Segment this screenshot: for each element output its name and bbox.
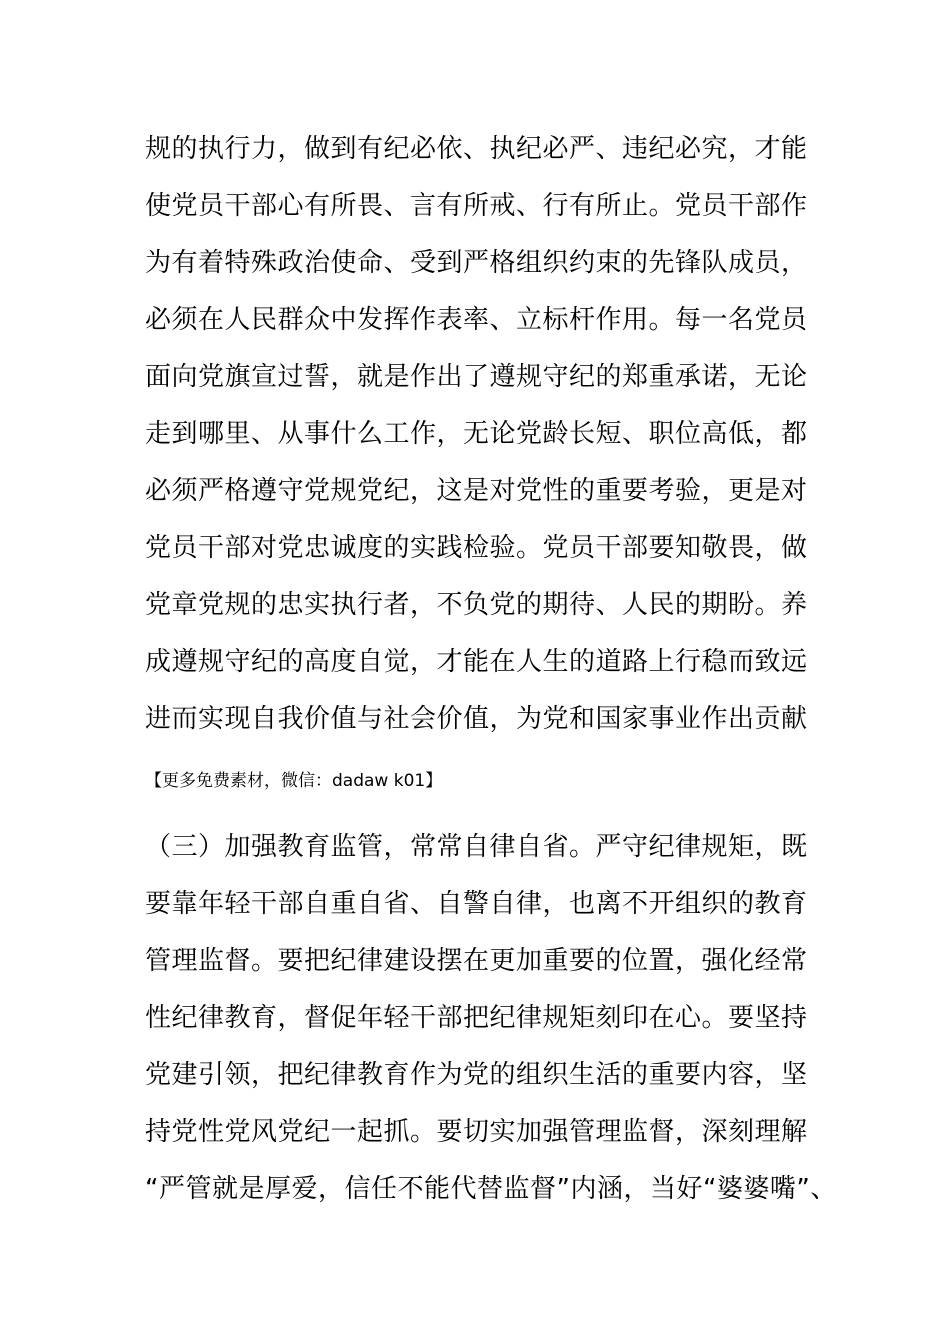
paragraph-2-line-1: （三）加强教育监管，常常自律自省。严守纪律规矩，既	[145, 832, 808, 862]
paragraph-1-line-7: 必须严格遵守党规党纪，这是对党性的重要考验，更是对	[145, 476, 808, 506]
paragraph-1-line-11: 进而实现自我价值与社会价值，为党和国家事业作出贡献	[145, 704, 808, 734]
paragraph-2-line-7: “严管就是厚爱，信任不能代替监督”内涵，当好“婆婆嘴”、	[145, 1174, 837, 1204]
promo-note: 【更多免费素材，微信：dadaw k01】	[145, 771, 443, 791]
paragraph-1-line-5: 面向党旗宣过誓，就是作出了遵规守纪的郑重承诺，无论	[145, 362, 808, 392]
paragraph-2-line-6: 持党性党风党纪一起抓。要切实加强管理监督，深刻理解	[145, 1117, 808, 1147]
paragraph-2-line-5: 党建引领，把纪律教育作为党的组织生活的重要内容，坚	[145, 1060, 808, 1090]
paragraph-1-line-2: 使党员干部心有所畏、言有所戒、行有所止。党员干部作	[145, 191, 808, 221]
paragraph-1-line-6: 走到哪里、从事什么工作，无论党龄长短、职位高低，都	[145, 419, 808, 449]
paragraph-1-line-8: 党员干部对党忠诚度的实践检验。党员干部要知敬畏，做	[145, 533, 808, 563]
paragraph-2-line-2: 要靠年轻干部自重自省、自警自律，也离不开组织的教育	[145, 889, 808, 919]
paragraph-1-line-10: 成遵规守纪的高度自觉，才能在人生的道路上行稳而致远	[145, 647, 808, 677]
paragraph-1-line-4: 必须在人民群众中发挥作表率、立标杆作用。每一名党员	[145, 305, 808, 335]
paragraph-1-line-1: 规的执行力，做到有纪必依、执纪必严、违纪必究，才能	[145, 134, 808, 164]
paragraph-1-line-9: 党章党规的忠实执行者，不负党的期待、人民的期盼。养	[145, 590, 808, 620]
paragraph-2-line-4: 性纪律教育，督促年轻干部把纪律规矩刻印在心。要坚持	[145, 1003, 808, 1033]
paragraph-2-line-3: 管理监督。要把纪律建设摆在更加重要的位置，强化经常	[145, 946, 808, 976]
paragraph-1-line-3: 为有着特殊政治使命、受到严格组织约束的先锋队成员，	[145, 248, 808, 278]
